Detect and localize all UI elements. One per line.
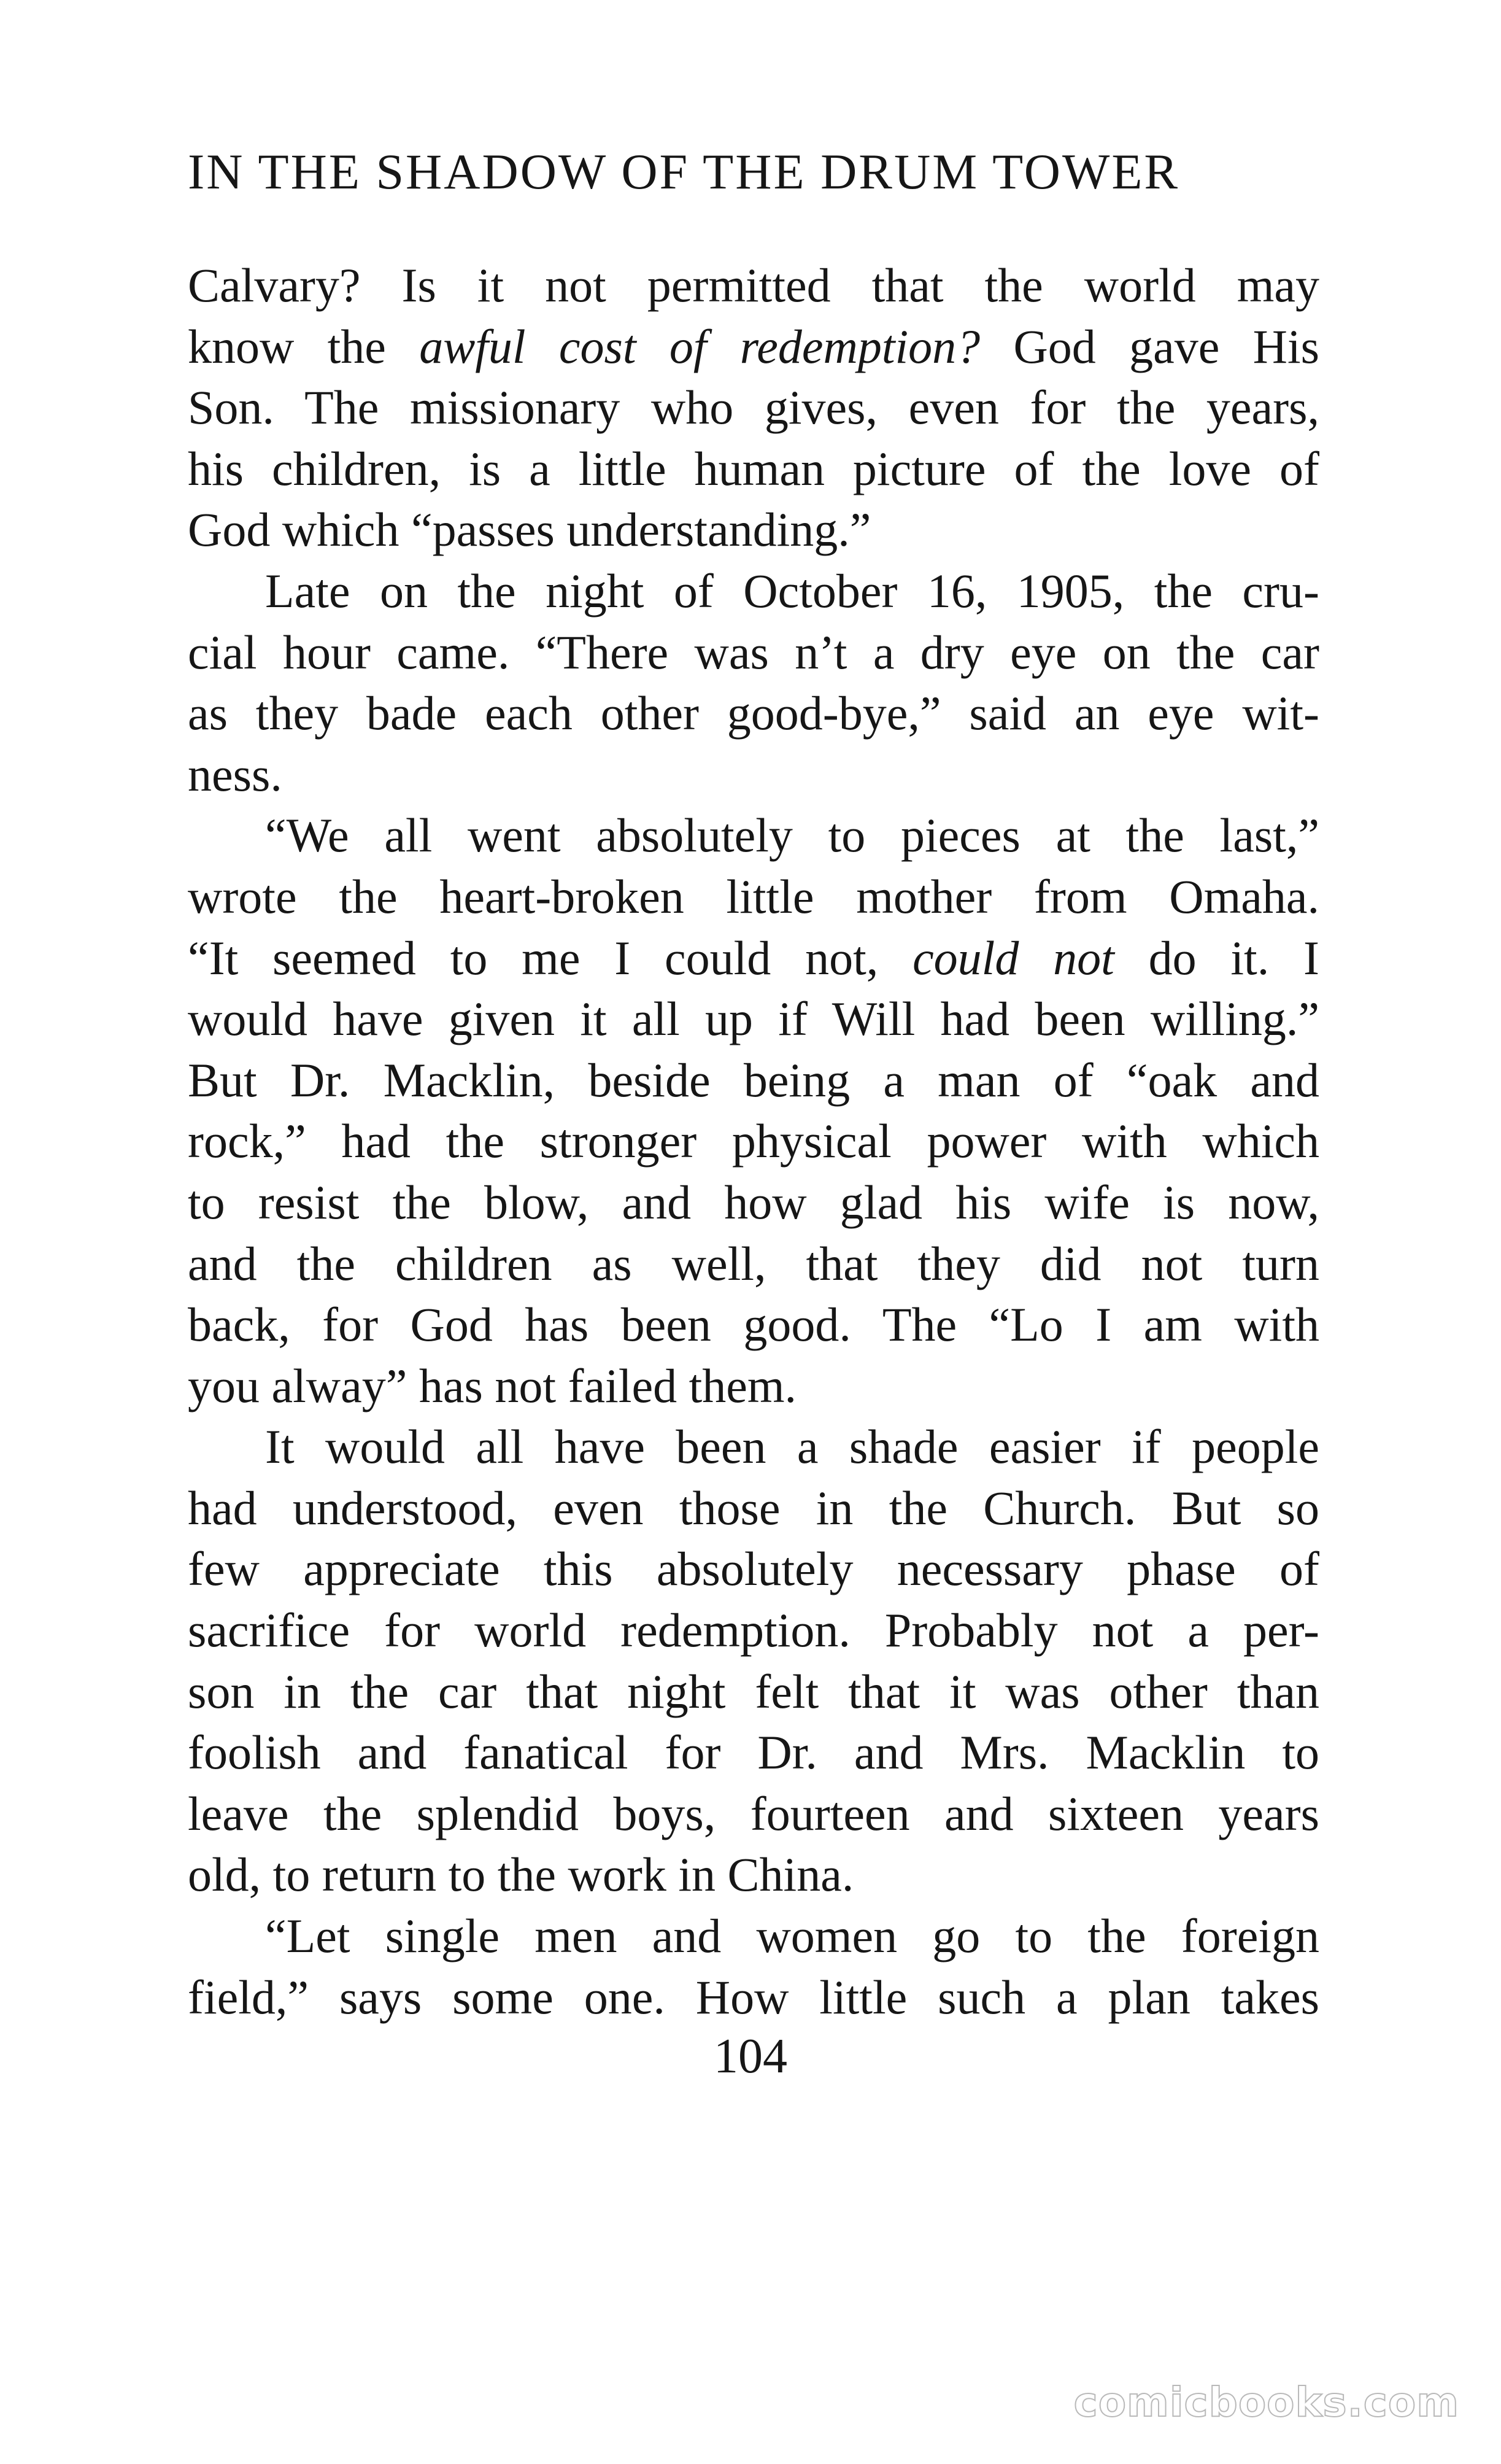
text-run: Calvary? Is it not permitted that the world may <box>188 258 1319 312</box>
text-run: wrote the heart-broken little mother from Omaha. <box>188 869 1319 923</box>
text-run: “Let single men and women go to the foreign <box>265 1909 1319 1963</box>
text-run: know the <box>188 319 420 373</box>
text-run: cial hour came. “There was n’t a dry eye on the car <box>188 625 1319 679</box>
text-run: as they bade each other good-bye,” said an eye wit- <box>188 686 1319 740</box>
text-run: rock,” had the stronger physical power with which <box>188 1114 1319 1168</box>
text-line <box>188 683 1319 744</box>
text-run: few appreciate this absolutely necessary phase of <box>188 1542 1319 1596</box>
text-run: back, for God has been good. The “Lo I am with <box>188 1298 1319 1352</box>
text-line <box>188 1905 1319 1967</box>
italic-text: could not <box>913 931 1114 985</box>
text-line <box>188 316 1319 378</box>
paragraph <box>188 1905 1319 2028</box>
text-run: God which “passes understanding.” <box>188 503 871 557</box>
text-run: would have given it all up if Will had been willing.” <box>188 992 1319 1046</box>
text-line <box>188 1722 1319 1783</box>
watermark: comicbooks.com <box>1073 2379 1459 2426</box>
text-line <box>188 805 1319 866</box>
text-run: ness. <box>188 747 282 801</box>
text-run: It would all have been a shade easier if people <box>265 1420 1319 1474</box>
running-head: IN THE SHADOW OF THE DRUM TOWER <box>188 144 1180 200</box>
text-line <box>188 1844 1319 1905</box>
text-line <box>188 1110 1319 1172</box>
text-run: Son. The missionary who gives, even for the years, <box>188 381 1319 435</box>
text-line <box>188 1050 1319 1111</box>
text-line <box>188 560 1319 622</box>
text-line <box>188 499 1319 560</box>
text-line <box>188 255 1319 316</box>
text-line <box>188 1478 1319 1539</box>
text-run: had understood, even those in the Church. But so <box>188 1481 1319 1535</box>
text-line <box>188 377 1319 438</box>
text-run: and the children as well, that they did not turn <box>188 1236 1319 1290</box>
text-run: you alway” has not failed them. <box>188 1358 797 1412</box>
text-line <box>188 438 1319 500</box>
text-line <box>188 1538 1319 1600</box>
text-run: son in the car that night felt that it was other than <box>188 1664 1319 1718</box>
text-line <box>188 988 1319 1050</box>
text-run: “It seemed to me I could not, <box>188 931 913 985</box>
paragraph <box>188 560 1319 805</box>
text-line <box>188 866 1319 928</box>
text-line <box>188 1416 1319 1478</box>
text-run: old, to return to the work in China. <box>188 1848 854 1902</box>
text-run: do it. I <box>1114 931 1319 985</box>
text-run: God gave His <box>980 319 1319 373</box>
paragraph <box>188 255 1319 560</box>
text-run: field,” says some one. How little such a plan takes <box>188 1970 1319 2024</box>
text-line <box>188 744 1319 805</box>
text-run: his children, is a little human picture of the love of <box>188 441 1319 495</box>
text-line <box>188 1233 1319 1295</box>
text-line <box>188 1661 1319 1722</box>
text-run: Late on the night of October 16, 1905, the cru- <box>265 564 1319 618</box>
paragraph <box>188 1416 1319 1905</box>
text-line <box>188 1355 1319 1417</box>
text-line <box>188 1294 1319 1355</box>
text-run: foolish and fanatical for Dr. and Mrs. Macklin to <box>188 1726 1319 1780</box>
text-run: “We all went absolutely to pieces at the last,” <box>265 808 1319 862</box>
text-line <box>188 1967 1319 2028</box>
text-line <box>188 1172 1319 1233</box>
italic-text: awful cost of redemption? <box>419 319 981 373</box>
text-run: But Dr. Macklin, beside being a man of “oak and <box>188 1053 1319 1107</box>
text-run: sacrifice for world redemption. Probably not a per- <box>188 1603 1319 1657</box>
text-line <box>188 1600 1319 1661</box>
paragraph <box>188 805 1319 1416</box>
text-run: leave the splendid boys, fourteen and sixteen years <box>188 1786 1319 1840</box>
text-line <box>188 622 1319 683</box>
text-run: to resist the blow, and how glad his wife is now, <box>188 1175 1319 1229</box>
page-number: 104 <box>714 2029 787 2083</box>
text-line <box>188 928 1319 989</box>
body-text <box>188 255 1319 2028</box>
text-line <box>188 1783 1319 1845</box>
